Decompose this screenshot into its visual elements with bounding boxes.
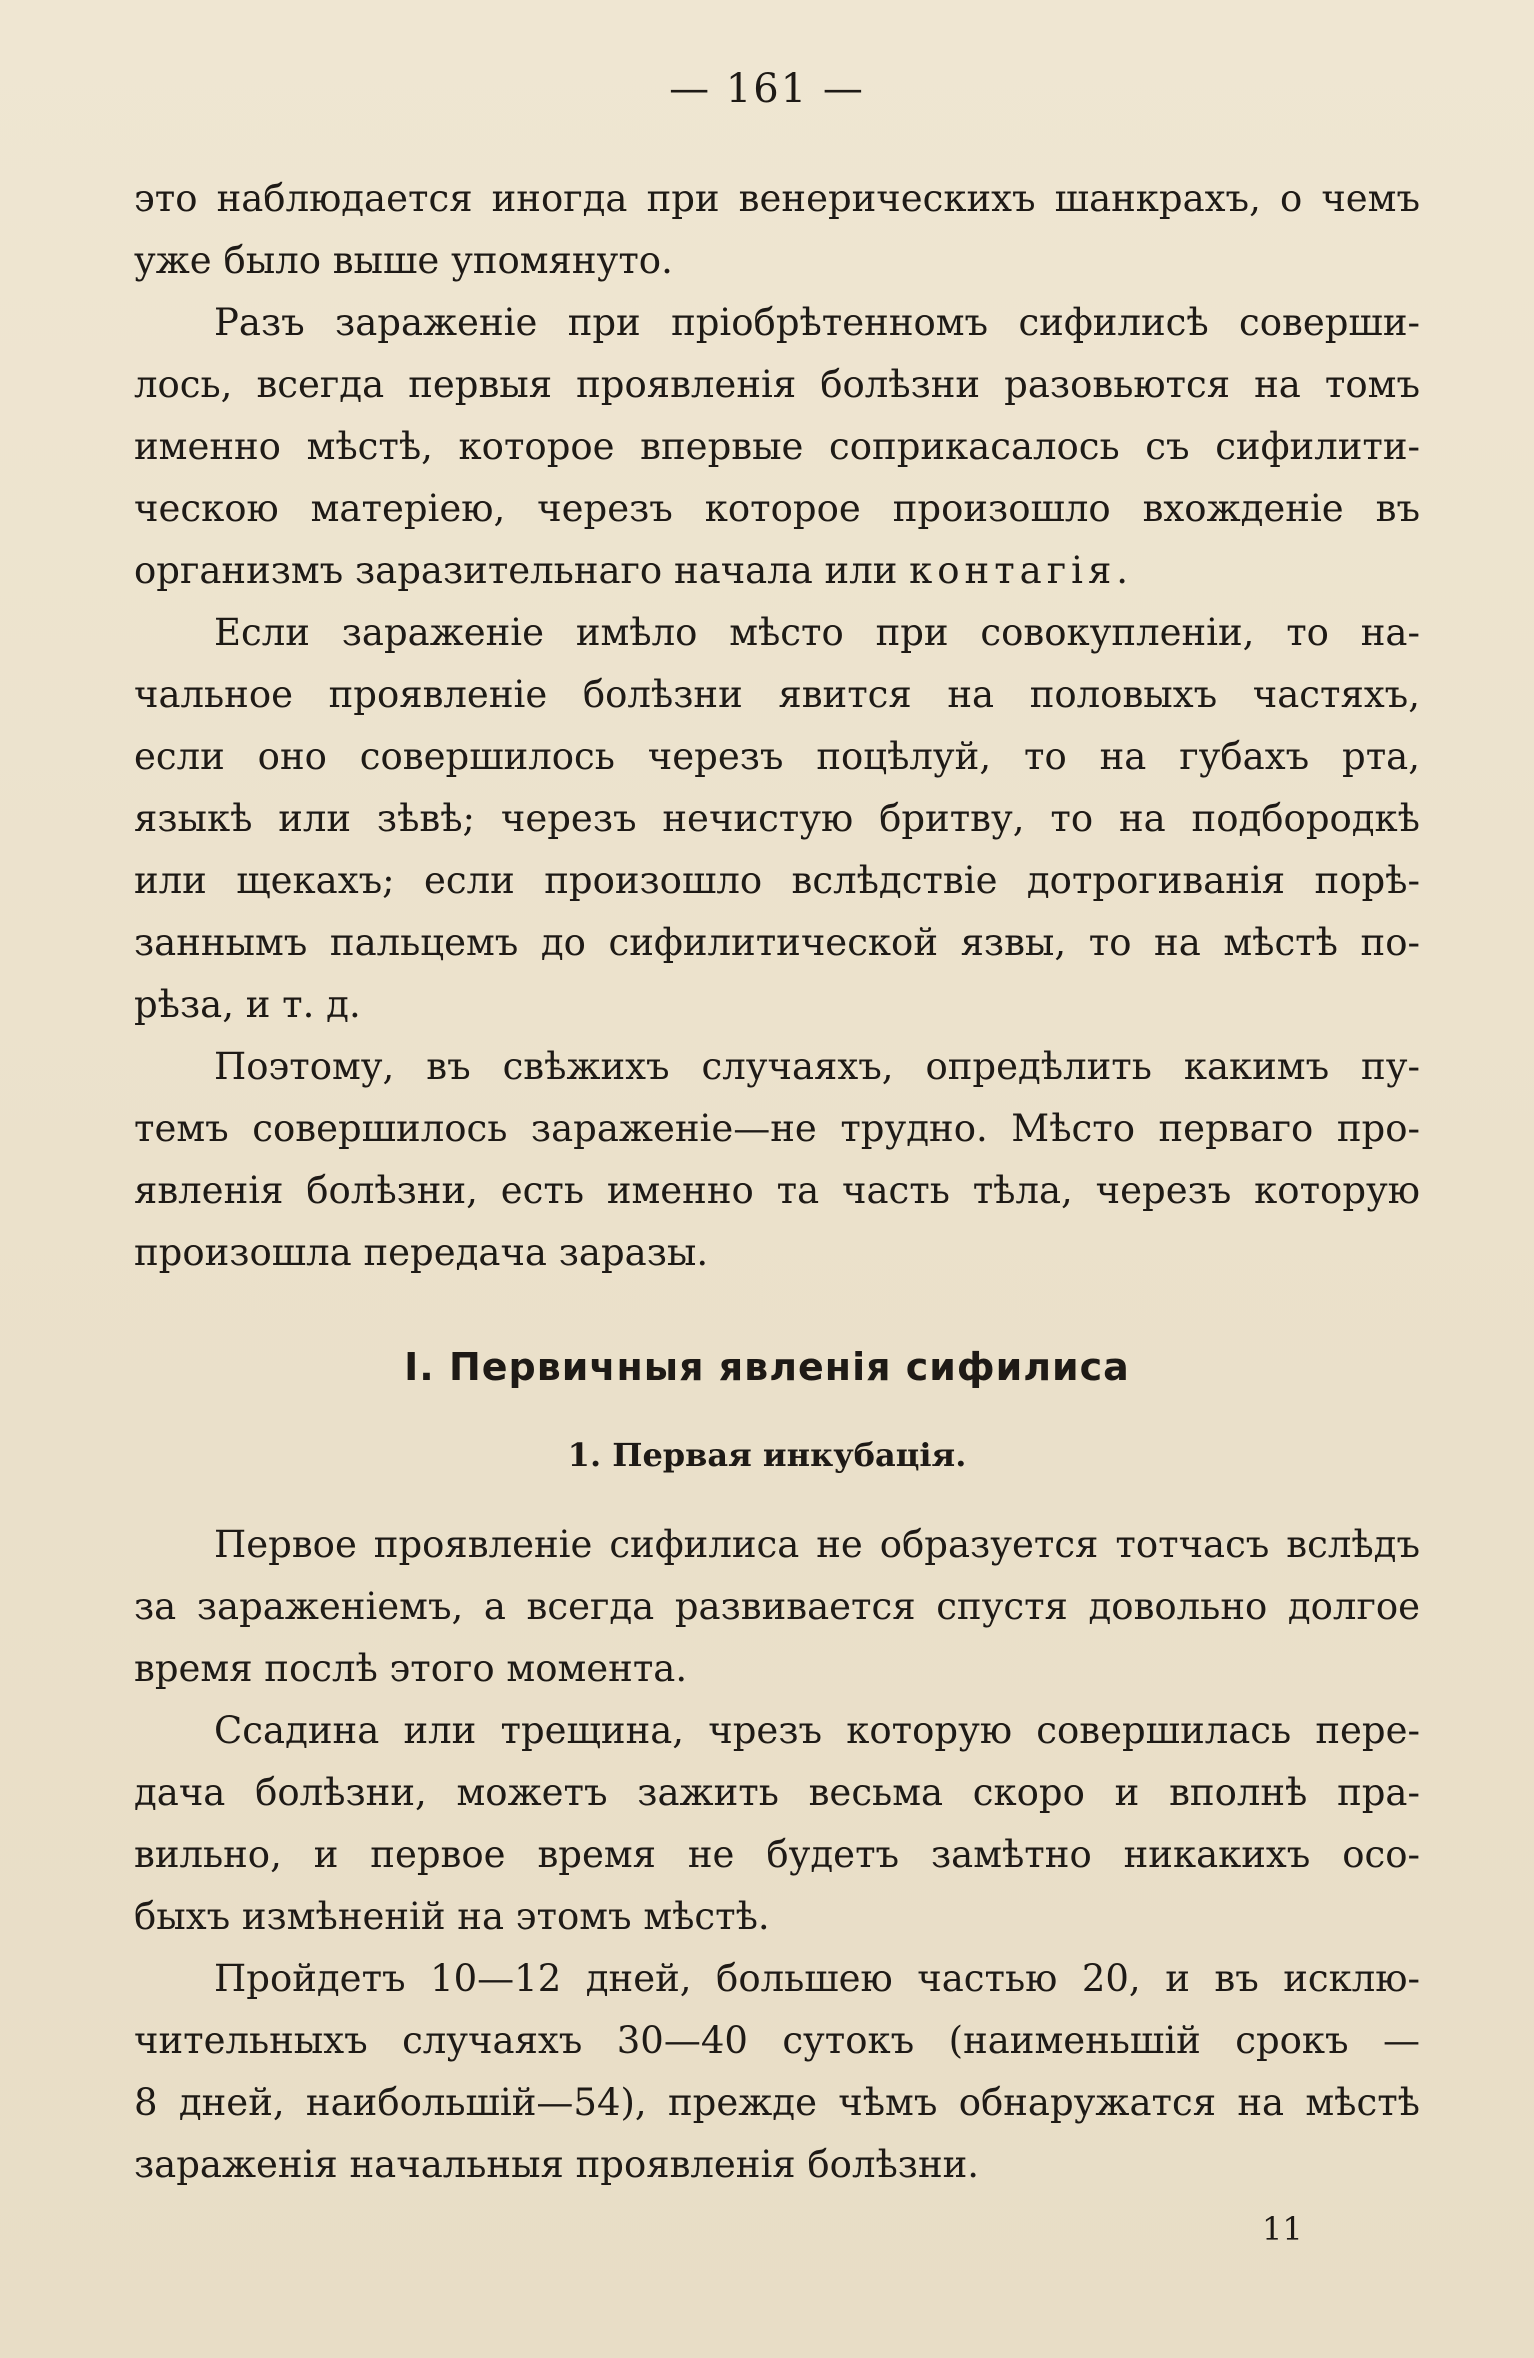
text-line: чальное проявленіе болѣзни явится на половыхъ частяхъ, xyxy=(134,673,1420,716)
text-line: заннымъ пальцемъ до сифилитической язвы, то на мѣстѣ по- xyxy=(134,921,1420,964)
text-line: Первое проявленіе сифилиса не образуется тотчасъ вслѣдъ xyxy=(214,1523,1420,1566)
text-line: чительныхъ случаяхъ 30—40 сутокъ (наименьшій срокъ — xyxy=(134,2019,1420,2062)
text-line xyxy=(134,540,1420,602)
text-line: за зараженіемъ, а всегда развивается спустя довольно долгое xyxy=(134,1585,1420,1628)
body-text-bottom xyxy=(134,1514,1420,2196)
text-line: Поэтому, въ свѣжихъ случаяхъ, опредѣлить какимъ пу- xyxy=(214,1045,1420,1088)
text-line: именно мѣстѣ, которое впервые соприкасалось съ сифилити- xyxy=(134,425,1420,468)
text-line: 8 дней, наибольшій—54), прежде чѣмъ обнаружатся на мѣстѣ xyxy=(134,2081,1420,2124)
text-line: уже было выше упомянуто. xyxy=(134,239,673,282)
signature-mark: 11 xyxy=(1262,2210,1303,2248)
text-line: ческою матеріею, черезъ которое произошло вхожденіе въ xyxy=(134,487,1420,530)
subsection-title: 1. Первая инкубація. xyxy=(567,1436,967,1474)
text-line: Если зараженіе имѣло мѣсто при совокупленіи, то на- xyxy=(214,611,1420,654)
text-line: рѣза, и т. д. xyxy=(134,983,361,1026)
text-line: вильно, и первое время не будетъ замѣтно никакихъ осо- xyxy=(134,1833,1420,1876)
text-line: языкѣ или зѣвѣ; черезъ нечистую бритву, то на подбородкѣ xyxy=(134,797,1420,840)
text-line: дача болѣзни, можетъ зажить весьма скоро и вполнѣ пра- xyxy=(134,1771,1420,1814)
spaced-term: контагія. xyxy=(909,549,1134,592)
text-line: время послѣ этого момента. xyxy=(134,1647,688,1690)
text-line: или щекахъ; если произошло вслѣдствіе дотрогиванія порѣ- xyxy=(134,859,1420,902)
text-line: Ссадина или трещина, чрезъ которую совершилась пере- xyxy=(214,1709,1420,1752)
section-title: I. Первичныя явленія сифилиса xyxy=(404,1345,1130,1389)
text-line: явленія болѣзни, есть именно та часть тѣла, черезъ которую xyxy=(134,1169,1420,1212)
text-line: быхъ измѣненій на этомъ мѣстѣ. xyxy=(134,1895,770,1938)
text-line: если оно совершилось черезъ поцѣлуй, то на губахъ рта, xyxy=(134,735,1420,778)
text-line: темъ совершилось зараженіе—не трудно. Мѣсто перваго про- xyxy=(134,1107,1420,1150)
text-line: зараженія начальныя проявленія болѣзни. xyxy=(134,2143,980,2186)
text-line: Пройдетъ 10—12 дней, большею частью 20, и въ исклю- xyxy=(214,1957,1420,2000)
text-line: лось, всегда первыя проявленія болѣзни разовьются на томъ xyxy=(134,363,1420,406)
body-text-top xyxy=(134,168,1420,1284)
text-line: произошла передача заразы. xyxy=(134,1231,709,1274)
page-number: — 161 — xyxy=(669,66,865,112)
text-line: Разъ зараженіе при пріобрѣтенномъ сифилисѣ соверши- xyxy=(214,301,1420,344)
text-line: это наблюдается иногда при венерическихъ шанкрахъ, о чемъ xyxy=(134,177,1420,220)
text-line-prefix: организмъ заразительнаго начала или xyxy=(134,549,898,592)
